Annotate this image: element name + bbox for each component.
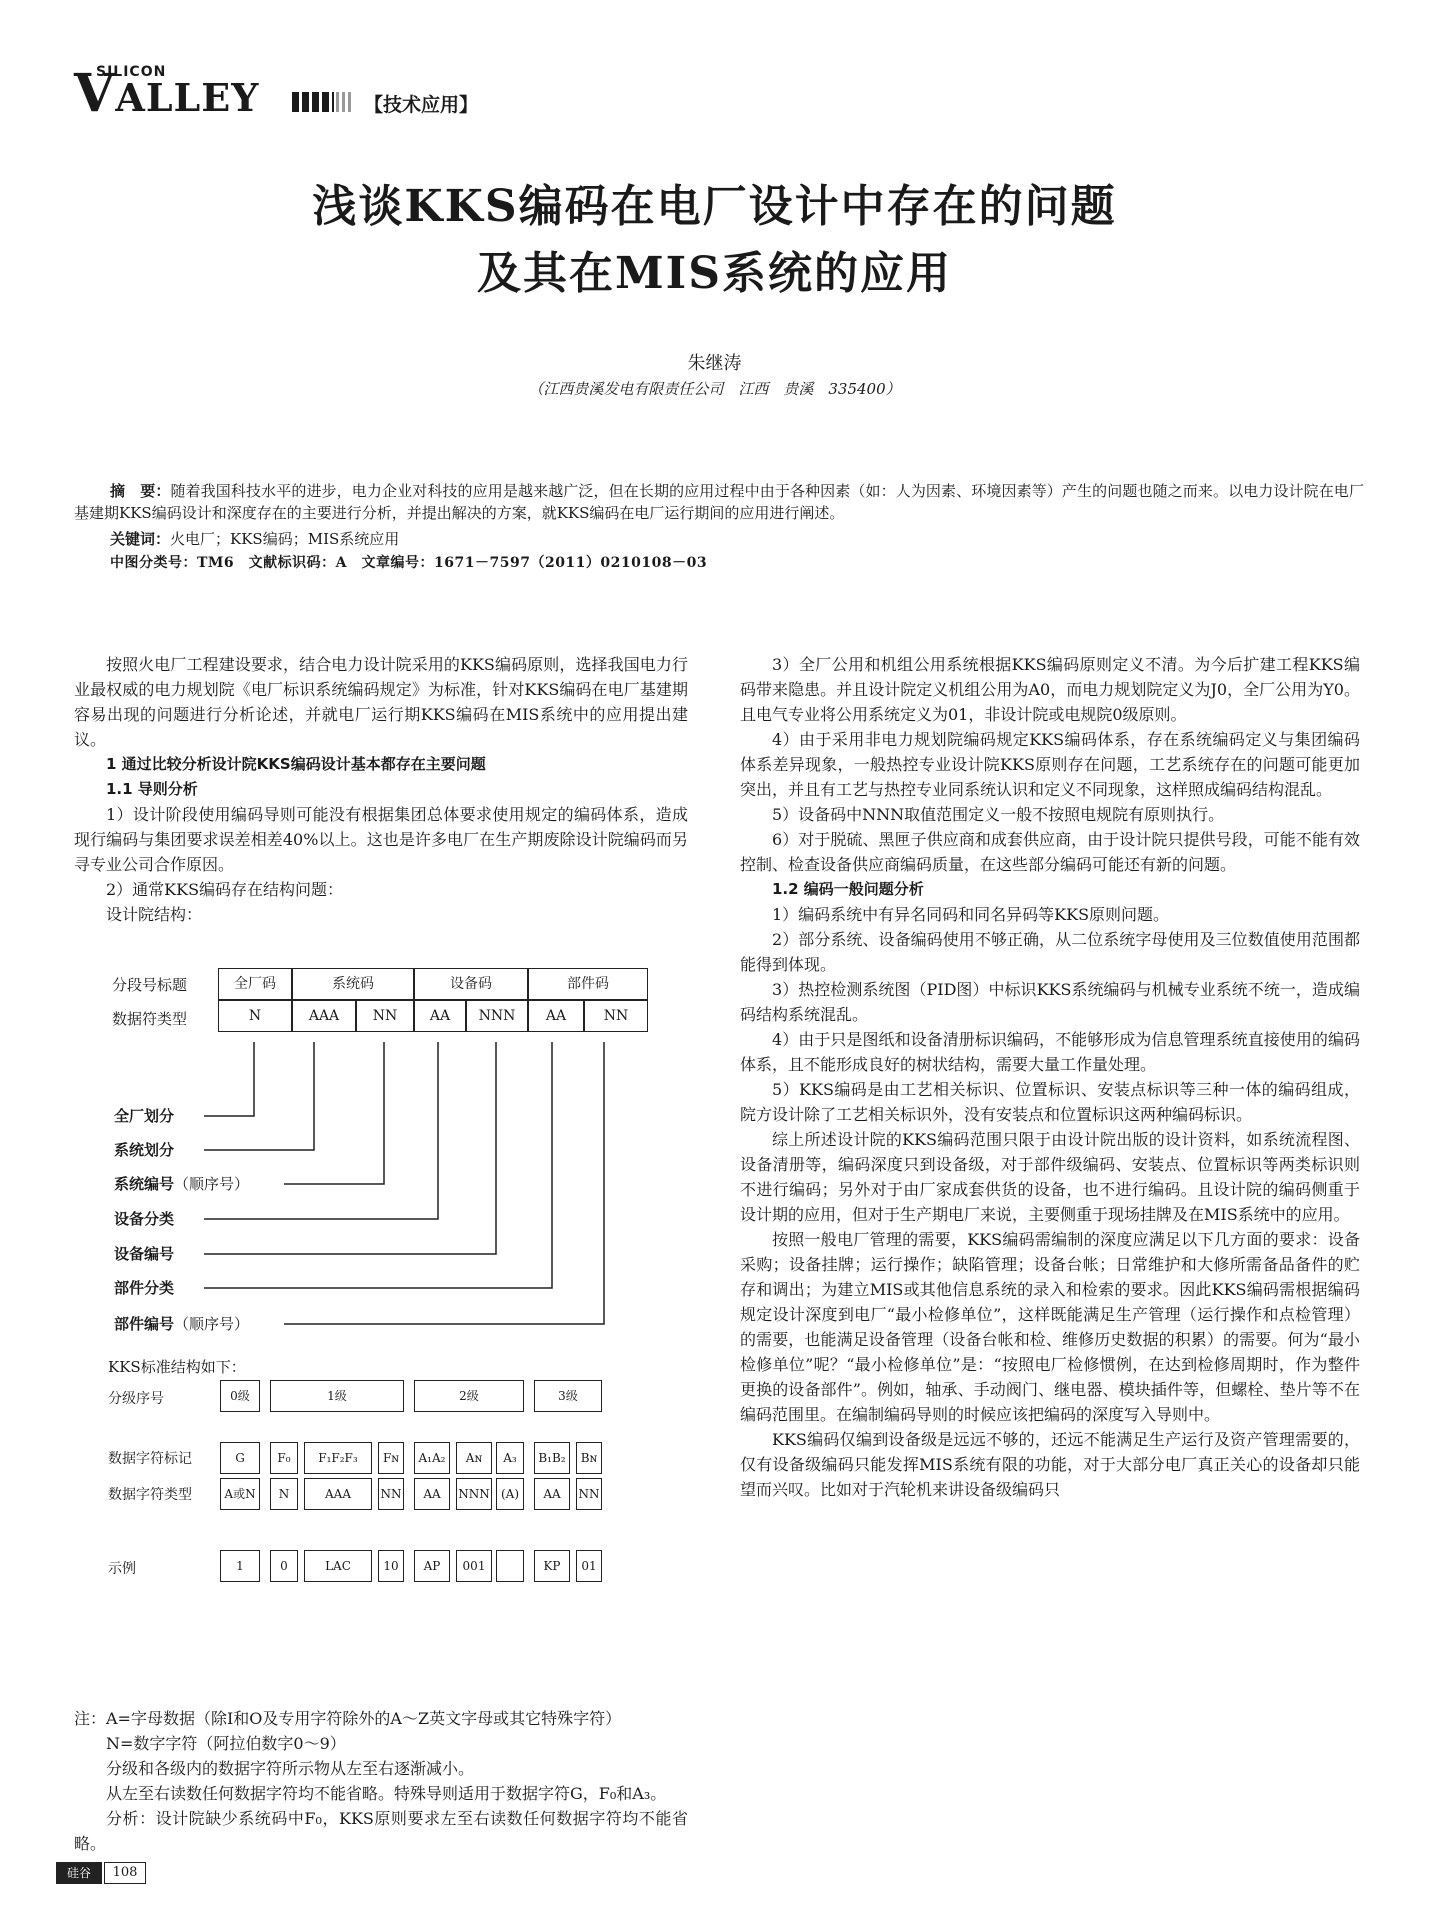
subsection-heading-1-2: 1.2 编码一般问题分析 [772,880,924,898]
keywords [110,528,399,549]
paragraph: 1）设计阶段使用编码导则可能没有根据集团总体要求使用规定的编码体系，造成现行编码与集团要求误差相差40%以上。这也是许多电厂在生产期废除设计院编码而另寻专业公司合作原因。 [74,805,688,874]
mark-cell: G [220,1442,260,1474]
mark-cell: B₁B₂ [534,1442,570,1474]
subsection-heading-1-1: 1.1 导则分析 [106,780,198,798]
mark-cell: A₃ [496,1442,524,1474]
group-box: 部件码 [528,968,648,1000]
keywords-text: 火电厂；KKS编码；MIS系统应用 [170,530,400,548]
paragraph: 4）由于只是图纸和设备清册标识编码，不能够形成为信息管理系统直接使用的编码体系，且不能形成良好的树状结构，需要大量工作量处理。 [740,1030,1360,1074]
classification-line: 中图分类号：TM6 文献标识码：A 文章编号：1671－7597（2011）0210108－03 [110,555,708,571]
note-paragraph: 分析：设计院缺少系统码中F₀，KKS原则要求左至右读数任何数据字符均不能省略。 [74,1809,688,1853]
mark-cell: Bɴ [576,1442,602,1474]
logo-decoration-fade [336,92,352,112]
branch-label: 设备编号 [114,1245,175,1263]
group-box: 系统码 [292,968,414,1000]
level-cell: 1级 [270,1380,404,1412]
paragraph: 综上所述设计院的KKS编码范围只限于由设计院出版的设计资料，如系统流程图、设备清册等，编码深度只到设备级，对于部件级编码、安装点、位置标识等两类标识则不进行编码；另外对于由厂家成套供货的设备，也不进行编码。且设计院的编码侧重于设计期的应用，但对于生产期电厂来说，主要侧重于现场挂牌及在MIS系统中的应用。 [740,1130,1360,1224]
abstract [74,480,1364,524]
example-cell: 001 [456,1550,492,1582]
paragraph: 6）对于脱硫、黑匣子供应商和成套供应商，由于设计院只提供号段，可能不能有效控制、检查设备供应商编码质量，在这些部分编码可能还有新的问题。 [740,830,1360,874]
type-cell: (A) [496,1478,524,1510]
section-heading-1: 1 通过比较分析设计院KKS编码设计基本都存在主要问题 [106,755,486,773]
note-paragraph: N=数字字符（阿拉伯数字0～9） [106,1734,346,1753]
mark-cell: Fɴ [378,1442,404,1474]
example-cell: 0 [270,1550,298,1582]
branch-label: 部件编号（顺序号） [114,1315,250,1333]
example-cell: LAC [304,1550,372,1582]
type-cell: AAA [304,1478,372,1510]
right-column [740,652,1360,1502]
level-cell: 3级 [534,1380,602,1412]
mark-cell: F₀ [270,1442,298,1474]
type-cell: AA [414,1478,450,1510]
example-cell: 10 [378,1550,404,1582]
paragraph: 5）KKS编码是由工艺相关标识、位置标识、安装点标识等三种一体的编码组成，院方设计除了工艺相关标识外，没有安装点和位置标识这两种编码标识。 [740,1080,1360,1124]
logo-decoration [292,92,334,112]
paragraph: 4）由于采用非电力规划院编码规定KKS编码体系，存在系统编码定义与集团编码体系差异现象，一般热控专业设计院KKS原则存在问题，工艺系统存在的问题可能更加突出，并且有工艺与热控专业同系统认识和定义不同现象，这样照成编码结构混乱。 [740,730,1360,799]
type-cell: NN [576,1478,602,1510]
row-label: 数据字符标记 [108,1451,192,1467]
type-box: AA [528,1000,584,1032]
paragraph: 2）通常KKS编码存在结构问题： [106,880,344,899]
row-label-segment: 分段号标题 [112,976,188,994]
logo-rest: ALLEY [115,75,260,120]
paragraph: 按照一般电厂管理的需要，KKS编码需编制的深度应满足以下几方面的要求：设备采购；设备挂牌；运行操作；缺陷管理；设备台帐；日常维护和大修所需备品备件的贮存和调出；为建立MIS或其他信息系统的录入和检索的要求。因此KKS编码需根据编码规定设计深度到电厂“最小检修单位”，这样既能满足生产管理（运行操作和点检管理）的需要，也能满足设备管理（设备台帐和检、维修历史数据的积累）的需要。何为“最小检修单位”呢？“最小检修单位”是：“按照电厂检修惯例，在达到检修周期时，作为整件更换的设备部件”。例如，轴承、手动阀门、继电器、模块插件等，但螺栓、垫片等不在编码范围里。在编制编码导则的时候应该把编码的深度写入导则中。 [740,1230,1360,1424]
left-column-notes [74,1706,688,1856]
abstract-text: 随着我国科技水平的进步，电力企业对科技的应用是越来越广泛，但在长期的应用过程中由于各种因素（如：人为因素、环境因素等）产生的问题也随之而来。以电力设计院在电厂基建期KKS编码设计和深度存在的主要进行分析，并提出解决的方案，就KKS编码在电厂运行期间的应用进行阐述。 [74,482,1364,522]
paragraph: 3）全厂公用和机组公用系统根据KKS编码原则定义不清。为今后扩建工程KKS编码带来隐患。并且设计院定义机组公用为A0，而电力规划院定义为J0，全厂公用为Y0。且电气专业将公用系统定义为01，非设计院或电规院0级原则。 [740,655,1360,724]
paragraph: 2）部分系统、设备编码使用不够正确，从二位系统字母使用及三位数值使用范围都能得到体现。 [740,930,1360,974]
row-label-type: 数据符类型 [112,1010,188,1028]
type-box: NN [584,1000,648,1032]
example-cell [496,1550,524,1582]
example-cell: AP [414,1550,450,1582]
row-label: 数据字符类型 [108,1487,192,1503]
page-number: 108 [104,1862,146,1884]
example-cell: 01 [576,1550,602,1582]
paragraph: 3）热控检测系统图（PID图）中标识KKS系统编码与机械专业系统不统一，造成编码结构系统混乱。 [740,980,1360,1024]
type-box: AAA [292,1000,356,1032]
type-cell: N [270,1478,298,1510]
branch-label: 系统划分 [114,1141,175,1159]
paragraph: 5）设备码中NNN取值范围定义一般不按照电规院有原则执行。 [772,805,1225,824]
branch-label: 设备分类 [114,1210,175,1228]
level-cell: 2级 [414,1380,524,1412]
logo-initial: V [74,63,116,124]
type-box: AA [414,1000,466,1032]
group-box: 设备码 [414,968,528,1000]
paragraph: 设计院结构： [106,905,203,924]
type-cell: AA [534,1478,570,1510]
branch-label: 部件分类 [114,1279,175,1297]
journal-badge: 硅谷 [56,1862,102,1884]
branch-label: 系统编号（顺序号） [114,1175,250,1193]
type-box: N [218,1000,292,1032]
note-paragraph: 注：A=字母数据（除I和O及专用字符除外的A～Z英文字母或其它特殊字符） [74,1709,622,1728]
mark-cell: F₁F₂F₃ [304,1442,372,1474]
level-cell: 0级 [220,1380,260,1412]
row-label: 分级序号 [108,1391,164,1407]
example-cell: 1 [220,1550,260,1582]
example-cell: KP [534,1550,570,1582]
mark-cell: Aɴ [456,1442,492,1474]
row-label: 示例 [108,1561,136,1577]
type-cell: A或N [220,1478,260,1510]
author-name: 朱继涛 [687,353,742,374]
keywords-label: 关键词： [110,530,171,548]
type-cell: NN [378,1478,404,1510]
type-box: NNN [466,1000,528,1032]
author-affiliation: （江西贵溪发电有限责任公司 江西 贵溪 335400） [528,380,901,398]
group-box: 全厂码 [218,968,292,1000]
paper-title-line2: 及其在MIS系统的应用 [476,248,953,299]
logo-small-text: SILICON [96,64,167,80]
type-cell: NNN [456,1478,492,1510]
paper-title-line1: 浅谈KKS编码在电厂设计中存在的问题 [312,181,1117,232]
section-tag: 【技术应用】 [364,94,479,116]
abstract-label: 摘 要： [110,482,171,500]
branch-label: 全厂划分 [114,1107,175,1125]
mark-cell: A₁A₂ [414,1442,450,1474]
paragraph: 1）编码系统中有异名同码和同名异码等KKS原则问题。 [772,905,1170,924]
type-box: NN [356,1000,414,1032]
kks-standard-caption: KKS标准结构如下： [108,1358,246,1376]
note-paragraph: 从左至右读数任何数据字符均不能省略。特殊导则适用于数据字符G，F₀和A₃。 [106,1784,667,1803]
left-column-top [74,652,688,927]
intro-paragraph: 按照火电厂工程建设要求，结合电力设计院采用的KKS编码原则，选择我国电力行业最权威的电力规划院《电厂标识系统编码规定》为标准，针对KKS编码在电厂基建期容易出现的问题进行分析论述，并就电厂运行期KKS编码在MIS系统中的应用提出建议。 [74,655,688,749]
note-paragraph: 分级和各级内的数据字符所示物从左至右逐渐减小。 [106,1759,475,1778]
paragraph: KKS编码仅编到设备级是远远不够的，还远不能满足生产运行及资产管理需要的，仅有设备级编码只能发挥MIS系统有限的功能，对于大部分电厂真正关心的设备却只能望而兴叹。比如对于汽轮机来讲设备级编码只 [740,1430,1360,1499]
